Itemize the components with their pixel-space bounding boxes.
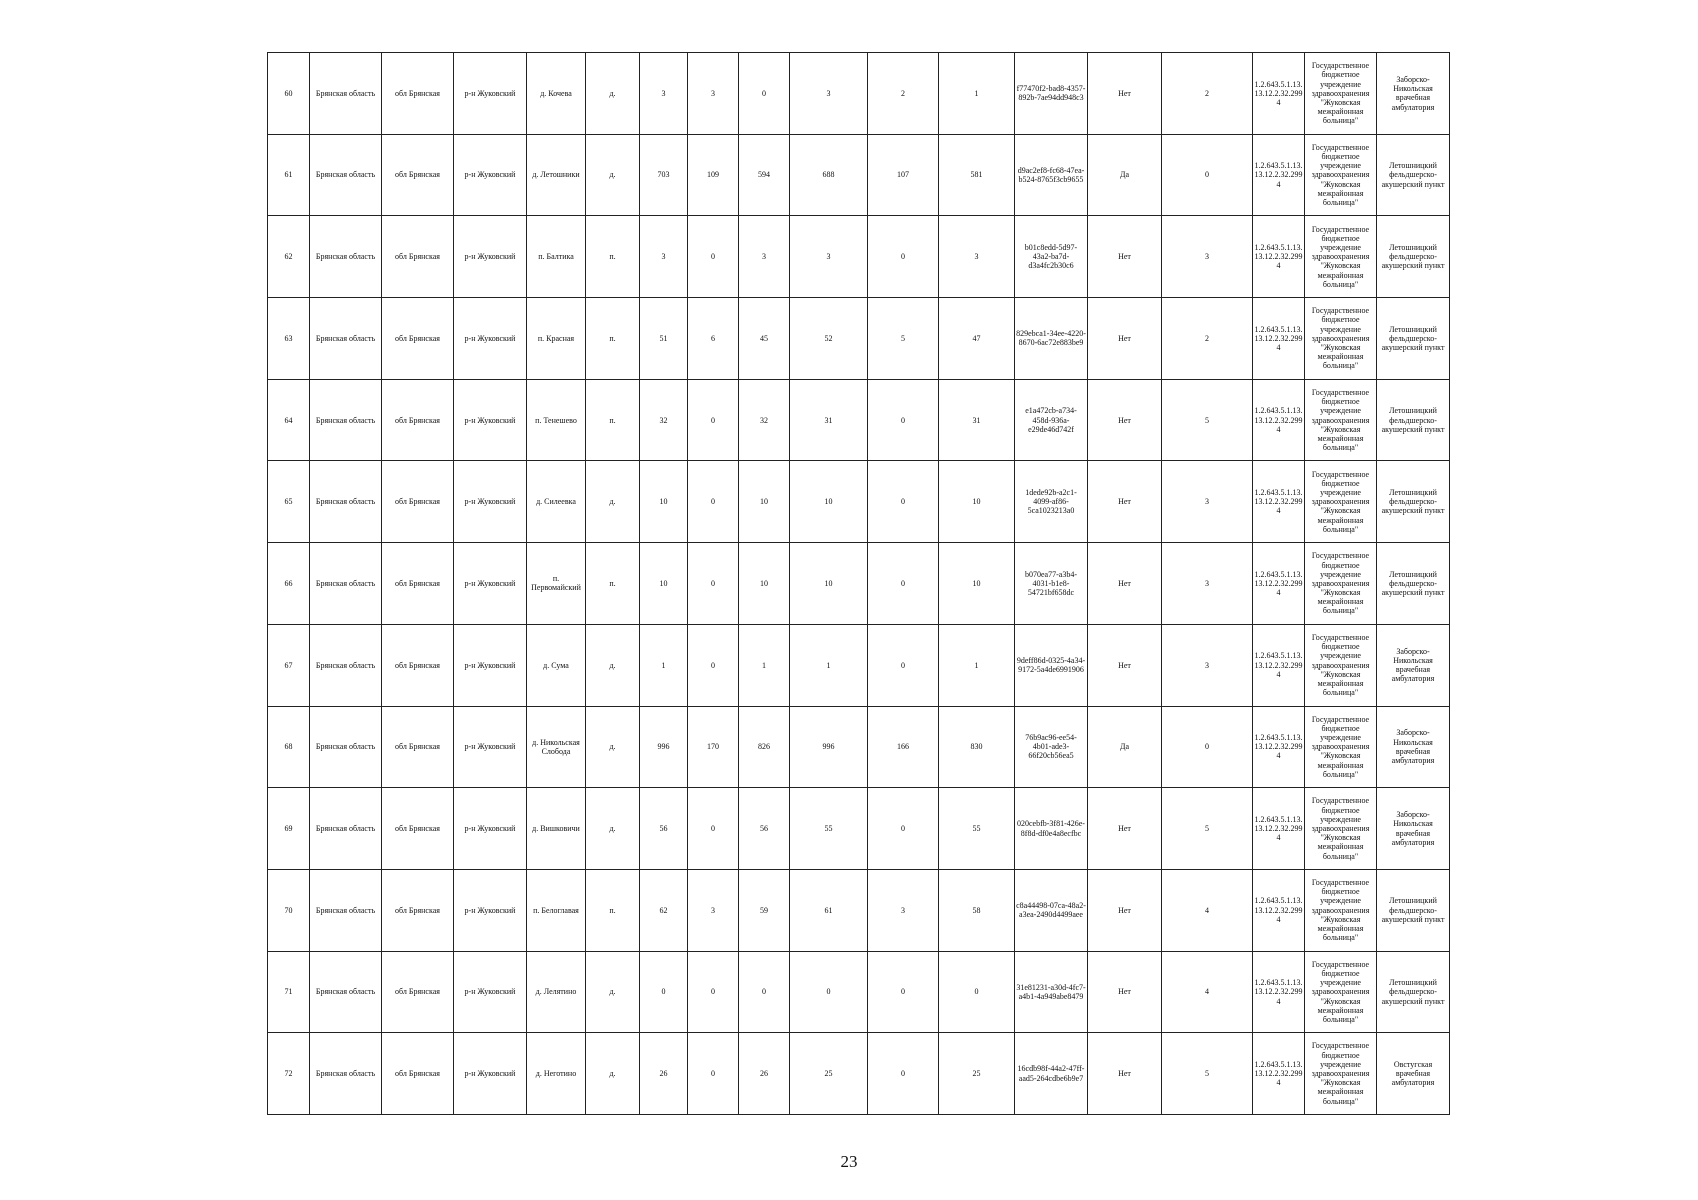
- flag-cell: Нет: [1088, 869, 1162, 951]
- facility-cell: Летошницкий фельдшерско-акушерский пункт: [1377, 543, 1450, 625]
- count-cell-5: 107: [868, 134, 939, 216]
- flag-cell: Да: [1088, 706, 1162, 788]
- guid-cell: 1dede92b-a2c1-4099-af86-5ca1023213a0: [1015, 461, 1088, 543]
- organization-cell: Государственное бюджетное учреждение здравоохранения "Жуковская межрайонная больница": [1305, 706, 1377, 788]
- count-cell-5: 0: [868, 1033, 939, 1115]
- facility-cell: Летошницкий фельдшерско-акушерский пункт: [1377, 134, 1450, 216]
- count-cell-1: 56: [640, 788, 688, 870]
- count-cell-2: 0: [688, 624, 739, 706]
- count-cell-6: 3: [939, 216, 1015, 298]
- oblast-cell: обл Брянская: [382, 543, 454, 625]
- oblast-cell: обл Брянская: [382, 624, 454, 706]
- number-cell: 3: [1162, 461, 1253, 543]
- table-row: [268, 53, 1450, 135]
- district-cell: р-н Жуковский: [454, 869, 527, 951]
- facility-cell: Заборско-Никольская врачебная амбулатория: [1377, 624, 1450, 706]
- row-number-cell: 60: [268, 53, 310, 135]
- district-cell: р-н Жуковский: [454, 53, 527, 135]
- region-cell: Брянская область: [310, 134, 382, 216]
- number-cell: 5: [1162, 1033, 1253, 1115]
- count-cell-3: 10: [739, 543, 790, 625]
- count-cell-5: 0: [868, 624, 939, 706]
- oblast-cell: обл Брянская: [382, 53, 454, 135]
- count-cell-6: 25: [939, 1033, 1015, 1115]
- settlement-cell: п. Балтика: [527, 216, 586, 298]
- settlement-type-cell: п.: [586, 869, 640, 951]
- count-cell-6: 0: [939, 951, 1015, 1033]
- facility-cell: Овстугская врачебная амбулатория: [1377, 1033, 1450, 1115]
- count-cell-3: 3: [739, 216, 790, 298]
- count-cell-4: 688: [790, 134, 868, 216]
- district-cell: р-н Жуковский: [454, 543, 527, 625]
- oid-cell: 1.2.643.5.1.13.13.12.2.32.2994: [1253, 788, 1305, 870]
- table-row: [268, 624, 1450, 706]
- count-cell-5: 0: [868, 216, 939, 298]
- guid-cell: 31e81231-a30d-4fc7-a4b1-4a949abe8479: [1015, 951, 1088, 1033]
- oblast-cell: обл Брянская: [382, 951, 454, 1033]
- guid-cell: f77470f2-bad8-4357-892b-7ae94dd948c3: [1015, 53, 1088, 135]
- settlement-type-cell: п.: [586, 216, 640, 298]
- count-cell-2: 0: [688, 461, 739, 543]
- guid-cell: c8a44498-07ca-48a2-a3ea-2490d4499aee: [1015, 869, 1088, 951]
- count-cell-3: 826: [739, 706, 790, 788]
- count-cell-4: 10: [790, 461, 868, 543]
- oblast-cell: обл Брянская: [382, 788, 454, 870]
- number-cell: 4: [1162, 869, 1253, 951]
- district-cell: р-н Жуковский: [454, 298, 527, 380]
- oblast-cell: обл Брянская: [382, 379, 454, 461]
- count-cell-4: 996: [790, 706, 868, 788]
- row-number-cell: 63: [268, 298, 310, 380]
- flag-cell: Нет: [1088, 624, 1162, 706]
- oid-cell: 1.2.643.5.1.13.13.12.2.32.2994: [1253, 624, 1305, 706]
- count-cell-5: 2: [868, 53, 939, 135]
- oblast-cell: обл Брянская: [382, 216, 454, 298]
- settlement-cell: д. Лелятино: [527, 951, 586, 1033]
- oblast-cell: обл Брянская: [382, 298, 454, 380]
- count-cell-2: 0: [688, 216, 739, 298]
- count-cell-5: 0: [868, 788, 939, 870]
- table-row: [268, 461, 1450, 543]
- table-row: [268, 951, 1450, 1033]
- settlement-type-cell: д.: [586, 624, 640, 706]
- number-cell: 2: [1162, 53, 1253, 135]
- oid-cell: 1.2.643.5.1.13.13.12.2.32.2994: [1253, 134, 1305, 216]
- count-cell-4: 31: [790, 379, 868, 461]
- row-number-cell: 69: [268, 788, 310, 870]
- number-cell: 0: [1162, 134, 1253, 216]
- count-cell-3: 1: [739, 624, 790, 706]
- count-cell-5: 0: [868, 461, 939, 543]
- organization-cell: Государственное бюджетное учреждение здравоохранения "Жуковская межрайонная больница": [1305, 1033, 1377, 1115]
- count-cell-6: 58: [939, 869, 1015, 951]
- facility-cell: Летошницкий фельдшерско-акушерский пункт: [1377, 298, 1450, 380]
- region-cell: Брянская область: [310, 951, 382, 1033]
- organization-cell: Государственное бюджетное учреждение здравоохранения "Жуковская межрайонная больница": [1305, 134, 1377, 216]
- settlement-type-cell: д.: [586, 951, 640, 1033]
- guid-cell: 76b9ac96-ee54-4b01-ade3-66f20cb56ea5: [1015, 706, 1088, 788]
- count-cell-1: 3: [640, 216, 688, 298]
- district-cell: р-н Жуковский: [454, 624, 527, 706]
- count-cell-2: 6: [688, 298, 739, 380]
- flag-cell: Нет: [1088, 53, 1162, 135]
- flag-cell: Нет: [1088, 788, 1162, 870]
- table-row: [268, 706, 1450, 788]
- settlement-cell: п. Первомайский: [527, 543, 586, 625]
- count-cell-4: 61: [790, 869, 868, 951]
- flag-cell: Нет: [1088, 379, 1162, 461]
- oblast-cell: обл Брянская: [382, 706, 454, 788]
- count-cell-6: 830: [939, 706, 1015, 788]
- organization-cell: Государственное бюджетное учреждение здравоохранения "Жуковская межрайонная больница": [1305, 543, 1377, 625]
- count-cell-4: 25: [790, 1033, 868, 1115]
- row-number-cell: 67: [268, 624, 310, 706]
- count-cell-6: 10: [939, 543, 1015, 625]
- table-row: [268, 543, 1450, 625]
- guid-cell: 020cebfb-3f81-426e-8f8d-df0e4a8ecfbc: [1015, 788, 1088, 870]
- oid-cell: 1.2.643.5.1.13.13.12.2.32.2994: [1253, 951, 1305, 1033]
- count-cell-2: 109: [688, 134, 739, 216]
- guid-cell: e1a472cb-a734-458d-936a-e29de46d742f: [1015, 379, 1088, 461]
- facility-cell: Летошницкий фельдшерско-акушерский пункт: [1377, 379, 1450, 461]
- district-cell: р-н Жуковский: [454, 1033, 527, 1115]
- count-cell-1: 3: [640, 53, 688, 135]
- district-cell: р-н Жуковский: [454, 461, 527, 543]
- settlement-cell: д. Силеевка: [527, 461, 586, 543]
- count-cell-3: 594: [739, 134, 790, 216]
- table-body: [268, 53, 1450, 1115]
- flag-cell: Да: [1088, 134, 1162, 216]
- number-cell: 0: [1162, 706, 1253, 788]
- count-cell-1: 703: [640, 134, 688, 216]
- row-number-cell: 64: [268, 379, 310, 461]
- number-cell: 3: [1162, 624, 1253, 706]
- page-number: 23: [840, 1152, 858, 1171]
- number-cell: 3: [1162, 543, 1253, 625]
- organization-cell: Государственное бюджетное учреждение здравоохранения "Жуковская межрайонная больница": [1305, 53, 1377, 135]
- settlement-type-cell: п.: [586, 379, 640, 461]
- count-cell-5: 0: [868, 543, 939, 625]
- oblast-cell: обл Брянская: [382, 1033, 454, 1115]
- region-cell: Брянская область: [310, 461, 382, 543]
- number-cell: 2: [1162, 298, 1253, 380]
- facility-cell: Летошницкий фельдшерско-акушерский пункт: [1377, 461, 1450, 543]
- table-row: [268, 134, 1450, 216]
- settlement-type-cell: д.: [586, 788, 640, 870]
- count-cell-3: 59: [739, 869, 790, 951]
- table-row: [268, 869, 1450, 951]
- count-cell-2: 0: [688, 951, 739, 1033]
- row-number-cell: 70: [268, 869, 310, 951]
- count-cell-6: 47: [939, 298, 1015, 380]
- data-table: [267, 52, 1450, 1115]
- settlement-cell: д. Кочева: [527, 53, 586, 135]
- region-cell: Брянская область: [310, 379, 382, 461]
- row-number-cell: 66: [268, 543, 310, 625]
- count-cell-5: 3: [868, 869, 939, 951]
- settlement-cell: д. Летошники: [527, 134, 586, 216]
- oid-cell: 1.2.643.5.1.13.13.12.2.32.2994: [1253, 543, 1305, 625]
- settlement-cell: п. Тенешево: [527, 379, 586, 461]
- row-number-cell: 71: [268, 951, 310, 1033]
- oid-cell: 1.2.643.5.1.13.13.12.2.32.2994: [1253, 216, 1305, 298]
- count-cell-1: 10: [640, 461, 688, 543]
- oid-cell: 1.2.643.5.1.13.13.12.2.32.2994: [1253, 1033, 1305, 1115]
- oid-cell: 1.2.643.5.1.13.13.12.2.32.2994: [1253, 379, 1305, 461]
- region-cell: Брянская область: [310, 298, 382, 380]
- number-cell: 3: [1162, 216, 1253, 298]
- table-row: [268, 216, 1450, 298]
- flag-cell: Нет: [1088, 461, 1162, 543]
- settlement-type-cell: д.: [586, 1033, 640, 1115]
- organization-cell: Государственное бюджетное учреждение здравоохранения "Жуковская межрайонная больница": [1305, 461, 1377, 543]
- facility-cell: Заборско-Никольская врачебная амбулатория: [1377, 706, 1450, 788]
- oid-cell: 1.2.643.5.1.13.13.12.2.32.2994: [1253, 53, 1305, 135]
- number-cell: 5: [1162, 788, 1253, 870]
- district-cell: р-н Жуковский: [454, 134, 527, 216]
- count-cell-4: 3: [790, 216, 868, 298]
- region-cell: Брянская область: [310, 53, 382, 135]
- settlement-type-cell: д.: [586, 461, 640, 543]
- count-cell-4: 55: [790, 788, 868, 870]
- facility-cell: Заборско-Никольская врачебная амбулатория: [1377, 53, 1450, 135]
- flag-cell: Нет: [1088, 298, 1162, 380]
- count-cell-5: 0: [868, 951, 939, 1033]
- number-cell: 4: [1162, 951, 1253, 1033]
- count-cell-1: 62: [640, 869, 688, 951]
- row-number-cell: 62: [268, 216, 310, 298]
- count-cell-3: 45: [739, 298, 790, 380]
- count-cell-4: 52: [790, 298, 868, 380]
- count-cell-1: 996: [640, 706, 688, 788]
- oid-cell: 1.2.643.5.1.13.13.12.2.32.2994: [1253, 461, 1305, 543]
- district-cell: р-н Жуковский: [454, 706, 527, 788]
- region-cell: Брянская область: [310, 543, 382, 625]
- settlement-cell: п. Белоглавая: [527, 869, 586, 951]
- count-cell-6: 581: [939, 134, 1015, 216]
- flag-cell: Нет: [1088, 543, 1162, 625]
- row-number-cell: 65: [268, 461, 310, 543]
- region-cell: Брянская область: [310, 216, 382, 298]
- count-cell-2: 170: [688, 706, 739, 788]
- count-cell-6: 1: [939, 53, 1015, 135]
- table-row: [268, 298, 1450, 380]
- count-cell-6: 1: [939, 624, 1015, 706]
- flag-cell: Нет: [1088, 1033, 1162, 1115]
- count-cell-2: 3: [688, 869, 739, 951]
- number-cell: 5: [1162, 379, 1253, 461]
- oid-cell: 1.2.643.5.1.13.13.12.2.32.2994: [1253, 706, 1305, 788]
- count-cell-3: 0: [739, 951, 790, 1033]
- count-cell-1: 10: [640, 543, 688, 625]
- region-cell: Брянская область: [310, 788, 382, 870]
- count-cell-2: 0: [688, 1033, 739, 1115]
- organization-cell: Государственное бюджетное учреждение здравоохранения "Жуковская межрайонная больница": [1305, 869, 1377, 951]
- settlement-type-cell: п.: [586, 298, 640, 380]
- facility-cell: Заборско-Никольская врачебная амбулатория: [1377, 788, 1450, 870]
- count-cell-6: 31: [939, 379, 1015, 461]
- settlement-cell: п. Красная: [527, 298, 586, 380]
- oblast-cell: обл Брянская: [382, 134, 454, 216]
- count-cell-6: 55: [939, 788, 1015, 870]
- count-cell-1: 26: [640, 1033, 688, 1115]
- guid-cell: 829ebca1-34ee-4220-8670-6ac72e883be9: [1015, 298, 1088, 380]
- district-cell: р-н Жуковский: [454, 216, 527, 298]
- guid-cell: 9deff86d-0325-4a34-9172-5a4de6991906: [1015, 624, 1088, 706]
- region-cell: Брянская область: [310, 624, 382, 706]
- count-cell-3: 26: [739, 1033, 790, 1115]
- facility-cell: Летошницкий фельдшерско-акушерский пункт: [1377, 216, 1450, 298]
- district-cell: р-н Жуковский: [454, 951, 527, 1033]
- count-cell-4: 1: [790, 624, 868, 706]
- count-cell-3: 0: [739, 53, 790, 135]
- guid-cell: b070ea77-a3b4-4031-b1e8-54721bf658dc: [1015, 543, 1088, 625]
- facility-cell: Летошницкий фельдшерско-акушерский пункт: [1377, 951, 1450, 1033]
- count-cell-4: 3: [790, 53, 868, 135]
- oid-cell: 1.2.643.5.1.13.13.12.2.32.2994: [1253, 869, 1305, 951]
- region-cell: Брянская область: [310, 869, 382, 951]
- count-cell-2: 3: [688, 53, 739, 135]
- table-row: [268, 788, 1450, 870]
- organization-cell: Государственное бюджетное учреждение здравоохранения "Жуковская межрайонная больница": [1305, 788, 1377, 870]
- region-cell: Брянская область: [310, 1033, 382, 1115]
- count-cell-1: 51: [640, 298, 688, 380]
- count-cell-2: 0: [688, 788, 739, 870]
- organization-cell: Государственное бюджетное учреждение здравоохранения "Жуковская межрайонная больница": [1305, 298, 1377, 380]
- organization-cell: Государственное бюджетное учреждение здравоохранения "Жуковская межрайонная больница": [1305, 624, 1377, 706]
- oid-cell: 1.2.643.5.1.13.13.12.2.32.2994: [1253, 298, 1305, 380]
- settlement-type-cell: д.: [586, 134, 640, 216]
- district-cell: р-н Жуковский: [454, 379, 527, 461]
- settlement-cell: д. Никольская Слобода: [527, 706, 586, 788]
- oblast-cell: обл Брянская: [382, 869, 454, 951]
- count-cell-3: 10: [739, 461, 790, 543]
- count-cell-4: 0: [790, 951, 868, 1033]
- row-number-cell: 68: [268, 706, 310, 788]
- settlement-cell: д. Неготино: [527, 1033, 586, 1115]
- count-cell-5: 5: [868, 298, 939, 380]
- settlement-cell: д. Вишковичи: [527, 788, 586, 870]
- count-cell-2: 0: [688, 379, 739, 461]
- count-cell-2: 0: [688, 543, 739, 625]
- district-cell: р-н Жуковский: [454, 788, 527, 870]
- organization-cell: Государственное бюджетное учреждение здравоохранения "Жуковская межрайонная больница": [1305, 951, 1377, 1033]
- table-row: [268, 1033, 1450, 1115]
- region-cell: Брянская область: [310, 706, 382, 788]
- count-cell-3: 32: [739, 379, 790, 461]
- flag-cell: Нет: [1088, 951, 1162, 1033]
- oblast-cell: обл Брянская: [382, 461, 454, 543]
- count-cell-4: 10: [790, 543, 868, 625]
- organization-cell: Государственное бюджетное учреждение здравоохранения "Жуковская межрайонная больница": [1305, 216, 1377, 298]
- count-cell-1: 1: [640, 624, 688, 706]
- table-row: [268, 379, 1450, 461]
- facility-cell: Летошницкий фельдшерско-акушерский пункт: [1377, 869, 1450, 951]
- settlement-type-cell: п.: [586, 543, 640, 625]
- count-cell-3: 56: [739, 788, 790, 870]
- guid-cell: 16cdb98f-44a2-47ff-aad5-264cdbe6b9e7: [1015, 1033, 1088, 1115]
- row-number-cell: 61: [268, 134, 310, 216]
- row-number-cell: 72: [268, 1033, 310, 1115]
- settlement-type-cell: д.: [586, 706, 640, 788]
- guid-cell: b01c8edd-5d97-43a2-ba7d-d3a4fc2b30c6: [1015, 216, 1088, 298]
- organization-cell: Государственное бюджетное учреждение здравоохранения "Жуковская межрайонная больница": [1305, 379, 1377, 461]
- guid-cell: d9ac2ef8-fc68-47ea-b524-8765f3cb9655: [1015, 134, 1088, 216]
- flag-cell: Нет: [1088, 216, 1162, 298]
- settlement-type-cell: д.: [586, 53, 640, 135]
- count-cell-5: 0: [868, 379, 939, 461]
- count-cell-5: 166: [868, 706, 939, 788]
- count-cell-6: 10: [939, 461, 1015, 543]
- count-cell-1: 32: [640, 379, 688, 461]
- count-cell-1: 0: [640, 951, 688, 1033]
- settlement-cell: д. Сума: [527, 624, 586, 706]
